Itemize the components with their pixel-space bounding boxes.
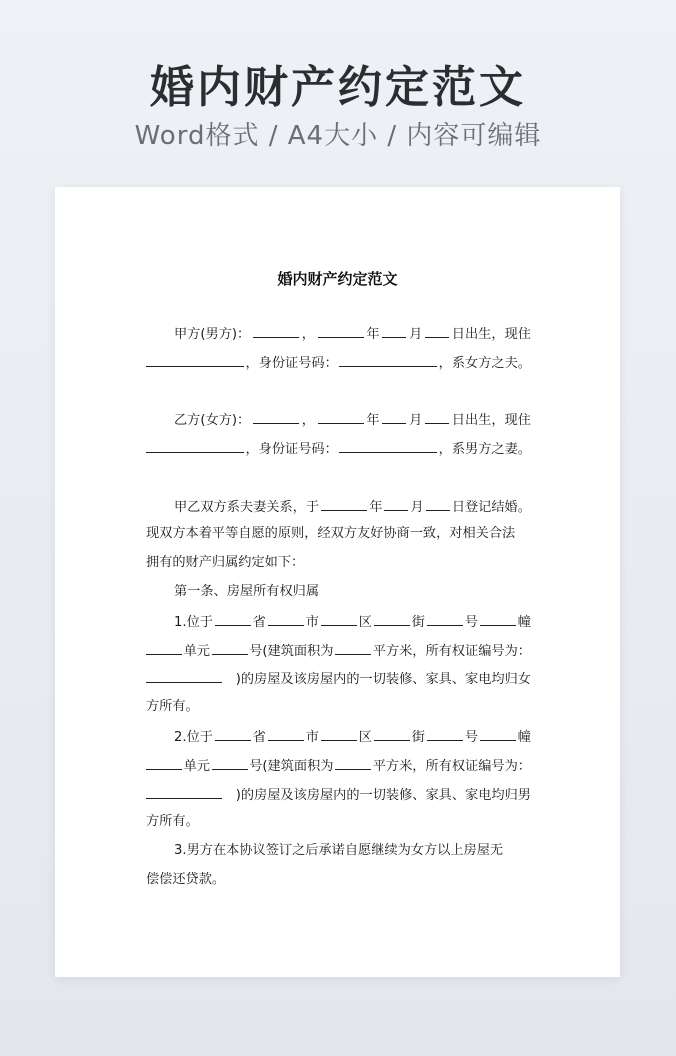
text: ，系男方之妻。 (438, 442, 531, 457)
text: 街 (411, 730, 425, 745)
party-b-label: 乙方(女方)： (174, 413, 251, 428)
article1-heading: 第一条、房屋所有权归属 (174, 584, 320, 599)
text: 号 (464, 730, 478, 745)
item1-line2 (146, 640, 531, 662)
blank (212, 640, 248, 655)
document-title: 婚内财产约定范文 (277, 270, 398, 288)
text: ，系女方之夫。 (438, 356, 531, 371)
intro-line2: 现双方本着平等自愿的原则，经双方友好协商一致，对相关合法 (146, 526, 516, 541)
text: 年 (369, 500, 383, 515)
blank (146, 640, 182, 655)
blank (253, 409, 299, 424)
item2-line1 (146, 726, 531, 748)
blank (335, 640, 371, 655)
text: 甲乙双方系夫妻关系，于 (174, 500, 320, 515)
blank (318, 323, 364, 338)
blank (215, 726, 251, 741)
blank (425, 409, 449, 424)
item2-line2 (146, 755, 531, 777)
text: 幢 (517, 730, 531, 745)
intro-line1 (146, 496, 531, 518)
item1-line4: 方所有。 (146, 699, 199, 714)
text: 区 (358, 730, 372, 745)
text: 日出生，现住 (451, 413, 531, 428)
party-a-line2 (146, 352, 531, 374)
text: ，身份证号码： (245, 442, 338, 457)
blank (335, 755, 371, 770)
text: )的房屋及该房屋内的一切装修、家具、家电均归女 (235, 672, 531, 687)
blank (374, 726, 410, 741)
text: 市 (305, 730, 319, 745)
text: 年 (366, 327, 380, 342)
party-a-label: 甲方(男方)： (174, 327, 251, 342)
text: 平方米，所有权证编号为： (372, 759, 531, 774)
blank (212, 755, 248, 770)
blank (480, 611, 516, 626)
text: 平方米，所有权证编号为： (372, 644, 531, 659)
text: 号(建筑面积为 (249, 759, 334, 774)
blank (318, 409, 364, 424)
document-page (55, 187, 620, 977)
blank (425, 323, 449, 338)
blank (268, 611, 304, 626)
blank (374, 611, 410, 626)
blank (480, 726, 516, 741)
intro-line3: 拥有的财产归属约定如下： (146, 555, 305, 570)
item2-line3 (146, 784, 531, 806)
item3-line1: 3.男方在本协议签订之后承诺自愿继续为女方以上房屋无 (174, 843, 504, 858)
text: 单元 (183, 759, 210, 774)
text: ， (301, 413, 315, 428)
text: 月 (409, 413, 423, 428)
party-b-line1 (146, 409, 531, 431)
blank (268, 726, 304, 741)
text: 市 (305, 615, 319, 630)
text: ， (301, 327, 315, 342)
blank (427, 611, 463, 626)
text: 幢 (517, 615, 531, 630)
text: 单元 (183, 644, 210, 659)
blank (146, 438, 244, 453)
blank (339, 352, 437, 367)
header-title: 婚内财产约定范文 (150, 62, 526, 113)
item2-line4: 方所有。 (146, 814, 199, 829)
party-b-line2 (146, 438, 531, 460)
text: 号 (464, 615, 478, 630)
blank (382, 323, 406, 338)
text: 省 (252, 615, 266, 630)
blank (321, 726, 357, 741)
blank (339, 438, 437, 453)
text: 区 (358, 615, 372, 630)
text: 年 (366, 413, 380, 428)
text: )的房屋及该房屋内的一切装修、家具、家电均归男 (235, 788, 531, 803)
blank (146, 784, 222, 799)
text: 日登记结婚。 (451, 500, 531, 515)
text: 月 (410, 500, 424, 515)
blank (321, 496, 367, 511)
blank (146, 755, 182, 770)
blank (146, 352, 244, 367)
blank (384, 496, 408, 511)
blank (253, 323, 299, 338)
item3-line2: 偿偿还贷款。 (146, 872, 226, 887)
text: 2.位于 (174, 730, 213, 745)
text: 1.位于 (174, 615, 213, 630)
blank (426, 496, 450, 511)
blank (321, 611, 357, 626)
text: 月 (409, 327, 423, 342)
blank (382, 409, 406, 424)
header-subtitle: Word格式 / A4大小 / 内容可编辑 (134, 121, 542, 151)
text: 街 (411, 615, 425, 630)
blank (215, 611, 251, 626)
text: ，身份证号码： (245, 356, 338, 371)
text: 日出生，现住 (451, 327, 531, 342)
item1-line1 (146, 611, 531, 633)
blank (427, 726, 463, 741)
party-a-line1 (146, 323, 531, 345)
item1-line3 (146, 668, 531, 690)
blank (146, 668, 222, 683)
text: 省 (252, 730, 266, 745)
text: 号(建筑面积为 (249, 644, 334, 659)
